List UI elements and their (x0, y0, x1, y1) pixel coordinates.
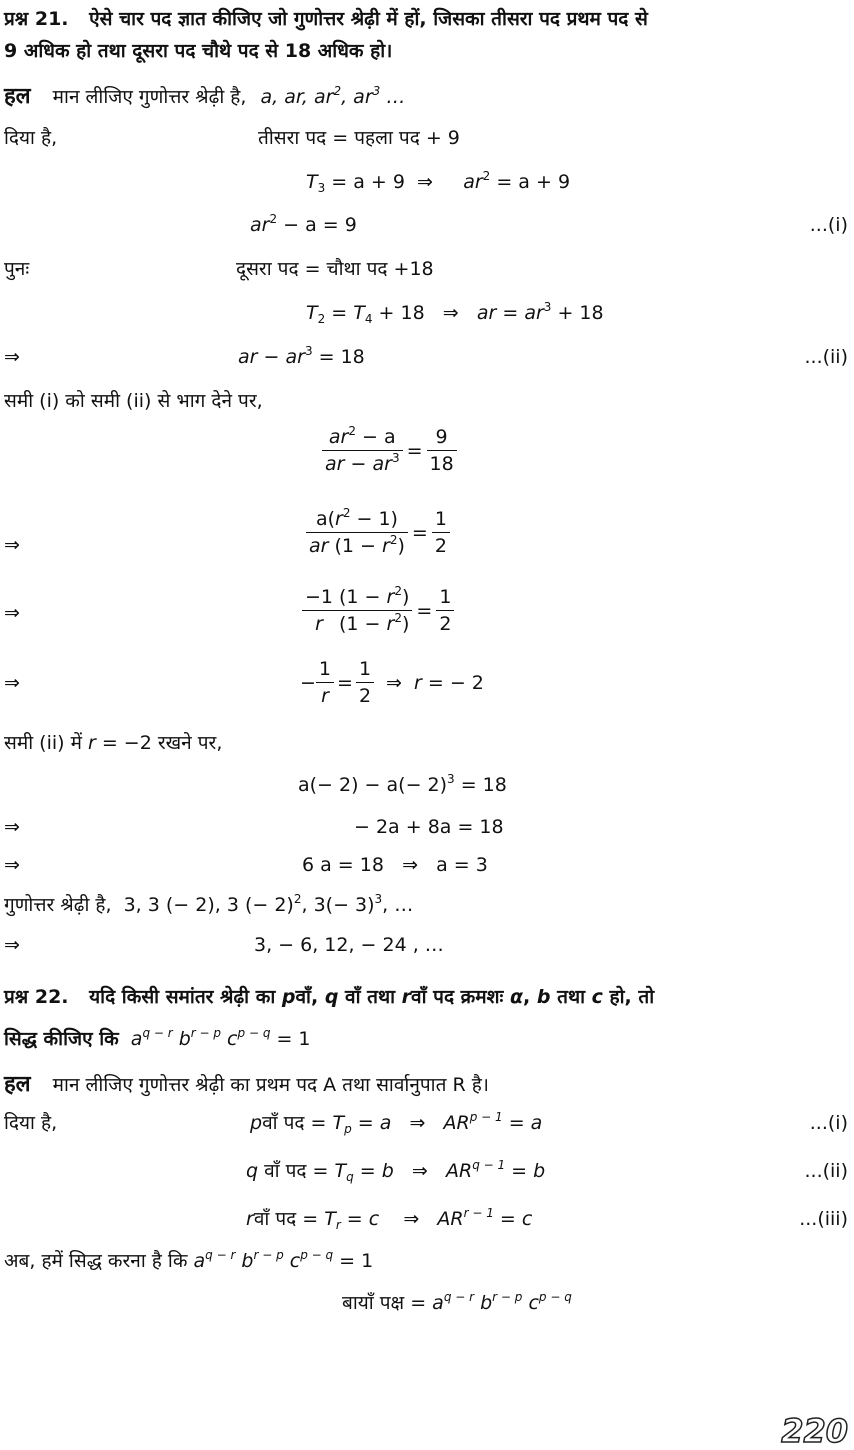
q22-solution-intro: हल मान लीजिए गुणोत्तर श्रेढ़ी का प्रथम पद A तथा सार्वानुपात R है। (4, 1072, 490, 1097)
q21-implies-4: ⇒ (4, 672, 20, 694)
q22-prove-line: अब, हमें सिद्ध करना है कि $a^{q - r}$ $b^{r - p}$ $c^{p - q} = 1$ (4, 1248, 374, 1272)
q22-statement-line1: प्रश्न 22. यदि किसी समांतर श्रेढ़ी का pवाँ, q वाँ तथा rवाँ पद क्रमशः α, b तथा c हो, तो (4, 986, 655, 1008)
q21-gp-line: गुणोत्तर श्रेढ़ी है, 3, 3 (− 2), 3 (− 2)$^2$, $3(- 3)^3$, … (4, 892, 414, 916)
q21-eq1: $ar^2 - a = 9$ (250, 212, 357, 236)
q21-eq2: ar − $ar^3 = 18$ (238, 344, 365, 368)
q21-substitute-text: समी (ii) में r = −2 रखने पर, (4, 732, 223, 754)
q22-statement-line2: सिद्ध कीजिए कि $a^{q - r}$ $b^{r - p}$ $c^{p - q} = 1$ (4, 1026, 311, 1050)
q21-again: पुनः (4, 258, 30, 280)
q21-implies-2: ⇒ (4, 534, 20, 556)
q22-label: प्रश्न 22. (4, 986, 69, 1008)
q21-solution-intro: हल मान लीजिए गुणोत्तर श्रेढ़ी है, a, ar, $ar^2$, $ar^3$ … (4, 84, 406, 109)
q21-simplify-eq: $\frac{-1}{r}$ $\frac{(1 - r^2)}{(1 - r^2)}$ = $\frac{1}{2}$ (302, 584, 454, 637)
q21-sol-label: हल (4, 84, 31, 109)
q21-condition2: दूसरा पद = चौथा पद +18 (236, 258, 434, 280)
q21-implies-5: ⇒ (4, 816, 20, 838)
q22-tag-ii: ...(ii) (804, 1160, 848, 1182)
q22-tag-i: ...(i) (809, 1112, 848, 1134)
q21-eq-t3: $T_3 = a + 9$ ⇒ $ar^2 = a + 9$ (306, 169, 571, 195)
q22-lhs-line: बायाँ पक्ष = $a^{q - r}$ $b^{r - p}$ $c^{p - q}$ (342, 1290, 572, 1314)
q21-given: दिया है, (4, 127, 58, 149)
q22-eq-r: rवाँ पद = $T_r = c$ ⇒ $AR^{r - 1} = c$ (246, 1206, 533, 1232)
q21-text-line1: ऐसे चार पद ज्ञात कीजिए जो गुणोत्तर श्रेढ़ी में हों, जिसका तीसरा पद प्रथम पद से (89, 8, 648, 30)
q21-gp-terms: 3, − 6, 12, − 24 , … (254, 934, 444, 956)
page-number: 220 (781, 1412, 848, 1450)
q21-tag-i: ...(i) (809, 214, 848, 236)
q21-label: प्रश्न 21. (4, 8, 69, 30)
q21-implies-3: ⇒ (4, 602, 20, 624)
q21-division-eq: $\frac{ar^2 - a}{ar - ar^3}$ = $\frac{9}{18}$ (322, 424, 457, 477)
q21-eq-t2: $T_2 = T_4 + 18$ ⇒ ar = $ar^3 + 18$ (306, 300, 604, 326)
q21-text-line2: 9 अधिक हो तथा दूसरा पद चौथे पद से 18 अधिक हो। (4, 40, 393, 62)
q21-implies-6: ⇒ (4, 854, 20, 876)
q21-factor-eq: $\frac{a(r^2 - 1)}{ar (1 - r^2)}$ = $\frac{1}{2}$ (306, 506, 450, 559)
q21-sub-eq2: − 2a + 8a = 18 (354, 816, 504, 838)
q21-a-value-eq: 6 a = 18 ⇒ a = 3 (302, 854, 488, 876)
q22-eq-p: pवाँ पद = $T_p = a$ ⇒ $AR^{p - 1} = a$ (250, 1110, 543, 1136)
q21-divide-text: समी (i) को समी (ii) से भाग देने पर, (4, 390, 263, 412)
q21-implies-7: ⇒ (4, 934, 20, 956)
q22-tag-iii: ...(iii) (799, 1208, 848, 1230)
q22-sol-label: हल (4, 1072, 31, 1097)
q21-sub-eq: $a(- 2) - a(- 2)^3 = 18$ (298, 772, 507, 796)
q21-implies-1: ⇒ (4, 346, 20, 368)
q22-given: दिया है, (4, 1112, 58, 1134)
q21-condition1: तीसरा पद = पहला पद + 9 (258, 127, 460, 149)
q22-eq-q: q वाँ पद = $T_q = b$ ⇒ $AR^{q - 1} = b$ (246, 1158, 546, 1184)
q21-r-value-eq: − $\frac{1}{r}$ = $\frac{1}{2}$ ⇒ r = − 2 (300, 658, 484, 707)
q21-tag-ii: ...(ii) (804, 346, 848, 368)
q21-statement-line1 (4, 8, 648, 31)
